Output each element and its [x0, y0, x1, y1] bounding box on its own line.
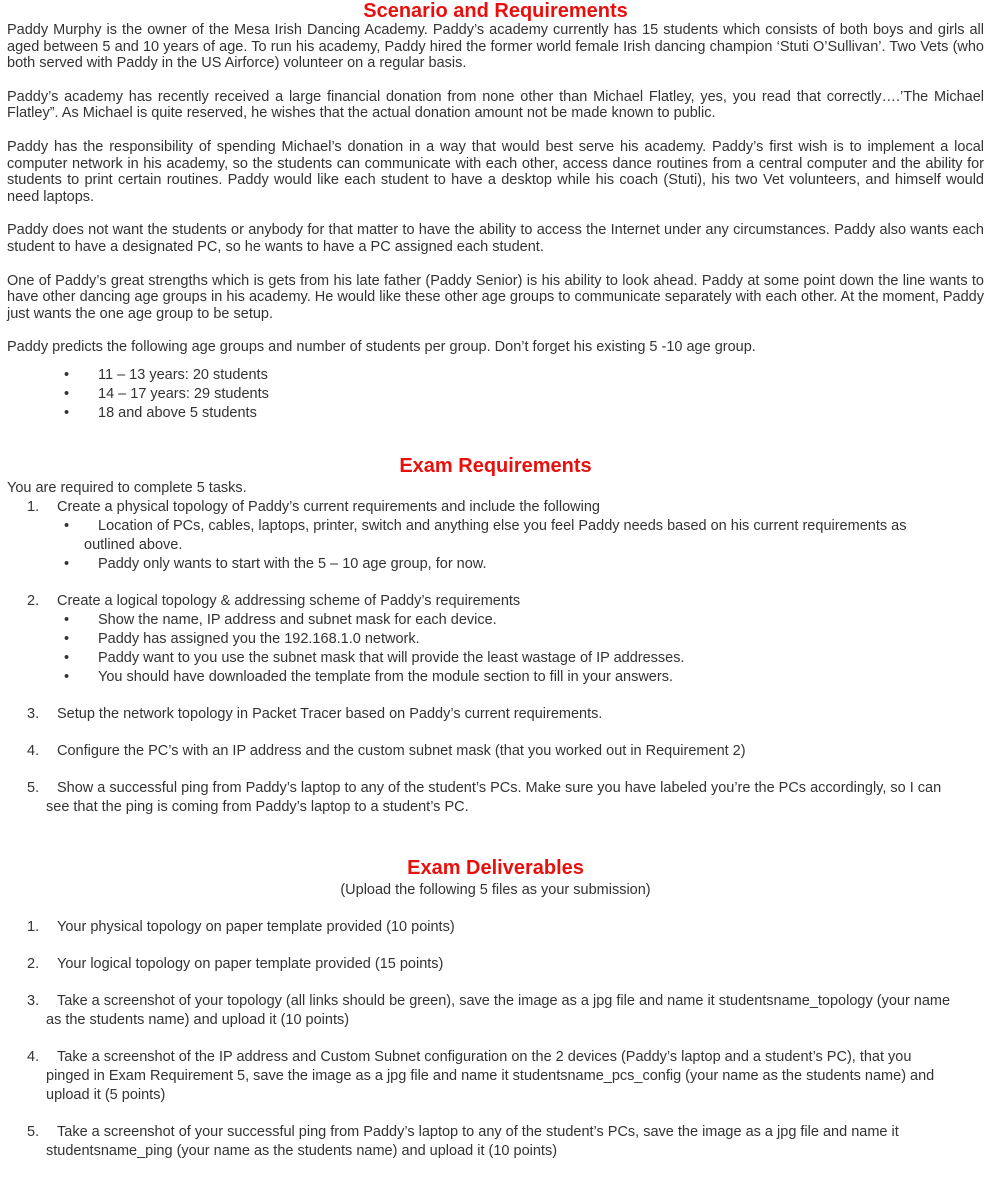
deliverables-subheading: (Upload the following 5 files as your submission) [340, 881, 651, 898]
task-sublist [7, 611, 984, 687]
task-subitem: • Show the name, IP address and subnet mask for each device. [7, 611, 984, 630]
deliverables-list [7, 918, 984, 1161]
task-number: 5. [27, 779, 40, 796]
age-group-list [7, 366, 984, 423]
scenario-paragraph: Paddy’s academy has recently received a large financial donation from none other than Michael Flatley, yes, you read that correctly….’The Michael Flatley”. As Michael is quite reserved, he wishes that the actual donation amount not be made known to public. [7, 88, 984, 122]
task-text: Show a successful ping from Paddy’s laptop to any of the student’s PCs. Make sure you have labeled you’re the PCs accordingly, so I can [57, 779, 942, 796]
task-subitem: • Paddy want to you use the subnet mask that will provide the least wastage of IP addresses. [7, 649, 984, 668]
exam-heading: Exam Requirements [399, 454, 592, 477]
task-subitem-text: outlined above. [84, 536, 183, 553]
task-item [7, 592, 984, 687]
scenario-paragraph: Paddy predicts the following age groups and number of students per group. Don’t forget his existing 5 -10 age group. [7, 339, 756, 356]
deliverable-text: pinged in Exam Requirement 5, save the image as a jpg file and name it studentsname_pcs_config (your name as the students name) and [46, 1067, 935, 1084]
task-sublist [7, 517, 984, 574]
document-body [7, 0, 984, 1179]
scenario-paragraph: Paddy does not want the students or anybody for that matter to have the ability to access the Internet under any circumstances. Paddy also wants each student to have a designated PC, so he wants to have a PC assigned each student. [7, 222, 984, 255]
task-subitem: • Paddy only wants to start with the 5 – 10 age group, for now. [7, 555, 984, 574]
deliverable-text: as the students name) and upload it (10 points) [46, 1011, 350, 1028]
deliverable-item [7, 992, 984, 1030]
age-group-item: • 18 and above 5 students [7, 404, 984, 423]
deliverable-text: studentsname_ping (your name as the students name) and upload it (10 points) [46, 1142, 558, 1159]
age-group-item: • 11 – 13 years: 20 students [7, 366, 984, 385]
task-text: Create a logical topology & addressing scheme of Paddy’s requirements [57, 592, 521, 609]
deliverable-number: 5. [27, 1123, 40, 1140]
task-subitem: • You should have downloaded the template from the module section to fill in your answers. [7, 668, 984, 687]
task-number: 1. [27, 498, 40, 515]
task-subitem [7, 517, 984, 555]
scenario-heading: Scenario and Requirements [363, 0, 628, 22]
deliverable-item [7, 1123, 984, 1161]
deliverable-item [7, 955, 984, 974]
scenario-paragraph: Paddy Murphy is the owner of the Mesa Irish Dancing Academy. Paddy’s academy currently has 15 students which consists of both boys and girls all aged between 5 and 10 years of age. To run his academy, Paddy hired the former world female Irish dancing champion ‘Stuti O’Sullivan’. Two Vets (who both served with Paddy in the US Airforce) volunteer on a regular basis. [7, 22, 984, 72]
task-subitem: • Paddy has assigned you the 192.168.1.0 network. [7, 630, 984, 649]
scenario-paragraph: One of Paddy’s great strengths which is gets from his late father (Paddy Senior) is his ability to look ahead. Paddy at some point down the line wants to have other dancing age groups in his academy. He would like these other age groups to communicate separately with each other. At the moment, Paddy just wants the one age group to be setup. [7, 272, 984, 322]
task-subitem-text: Location of PCs, cables, laptops, printer, switch and anything else you feel Paddy needs based on his current requirements as [98, 517, 907, 534]
deliverables-heading: Exam Deliverables [407, 856, 584, 879]
deliverable-number: 1. [27, 918, 40, 935]
task-text: Setup the network topology in Packet Tracer based on Paddy’s current requirements. [57, 705, 603, 722]
deliverable-item [7, 918, 984, 937]
task-item [7, 498, 984, 574]
deliverable-number: 3. [27, 992, 40, 1009]
task-number: 3. [27, 705, 40, 722]
task-number: 4. [27, 742, 40, 759]
deliverable-text: upload it (5 points) [46, 1086, 166, 1103]
task-list [7, 498, 984, 817]
deliverable-text: Take a screenshot of your topology (all links should be green), save the image as a jpg file and name it studentsname_topology (your name [57, 992, 951, 1009]
task-number: 2. [27, 592, 40, 609]
deliverable-text: Take a screenshot of the IP address and Custom Subnet configuration on the 2 devices (Paddy’s laptop and a student’s PC), that you [57, 1048, 912, 1065]
deliverable-item [7, 1048, 984, 1105]
task-text: Create a physical topology of Paddy’s current requirements and include the following [57, 498, 600, 515]
task-text: see that the ping is coming from Paddy’s laptop to a student’s PC. [46, 798, 469, 815]
scenario-paragraph: Paddy has the responsibility of spending Michael’s donation in a way that would best serve his academy. Paddy’s first wish is to implement a local computer network in his academy, so the students can communicate with each other, access dance routines from a central computer and the ability for students to print certain routines. Paddy would like each student to have a desktop while his coach (Stuti), his two Vet volunteers, and himself would need laptops. [7, 138, 984, 205]
age-group-item: • 14 – 17 years: 29 students [7, 385, 984, 404]
exam-intro: You are required to complete 5 tasks. [7, 479, 247, 496]
deliverable-number: 4. [27, 1048, 40, 1065]
deliverable-number: 2. [27, 955, 40, 972]
deliverable-text: Your logical topology on paper template provided (15 points) [57, 955, 444, 972]
task-item [7, 779, 984, 817]
deliverable-text: Take a screenshot of your successful ping from Paddy’s laptop to any of the student’s PCs, save the image as a jpg file and name it [57, 1123, 899, 1140]
task-text: Configure the PC’s with an IP address and the custom subnet mask (that you worked out in Requirement 2) [57, 742, 746, 759]
deliverable-text: Your physical topology on paper template provided (10 points) [57, 918, 455, 935]
scenario-section [7, 22, 984, 423]
task-item [7, 705, 984, 724]
task-item [7, 742, 984, 761]
